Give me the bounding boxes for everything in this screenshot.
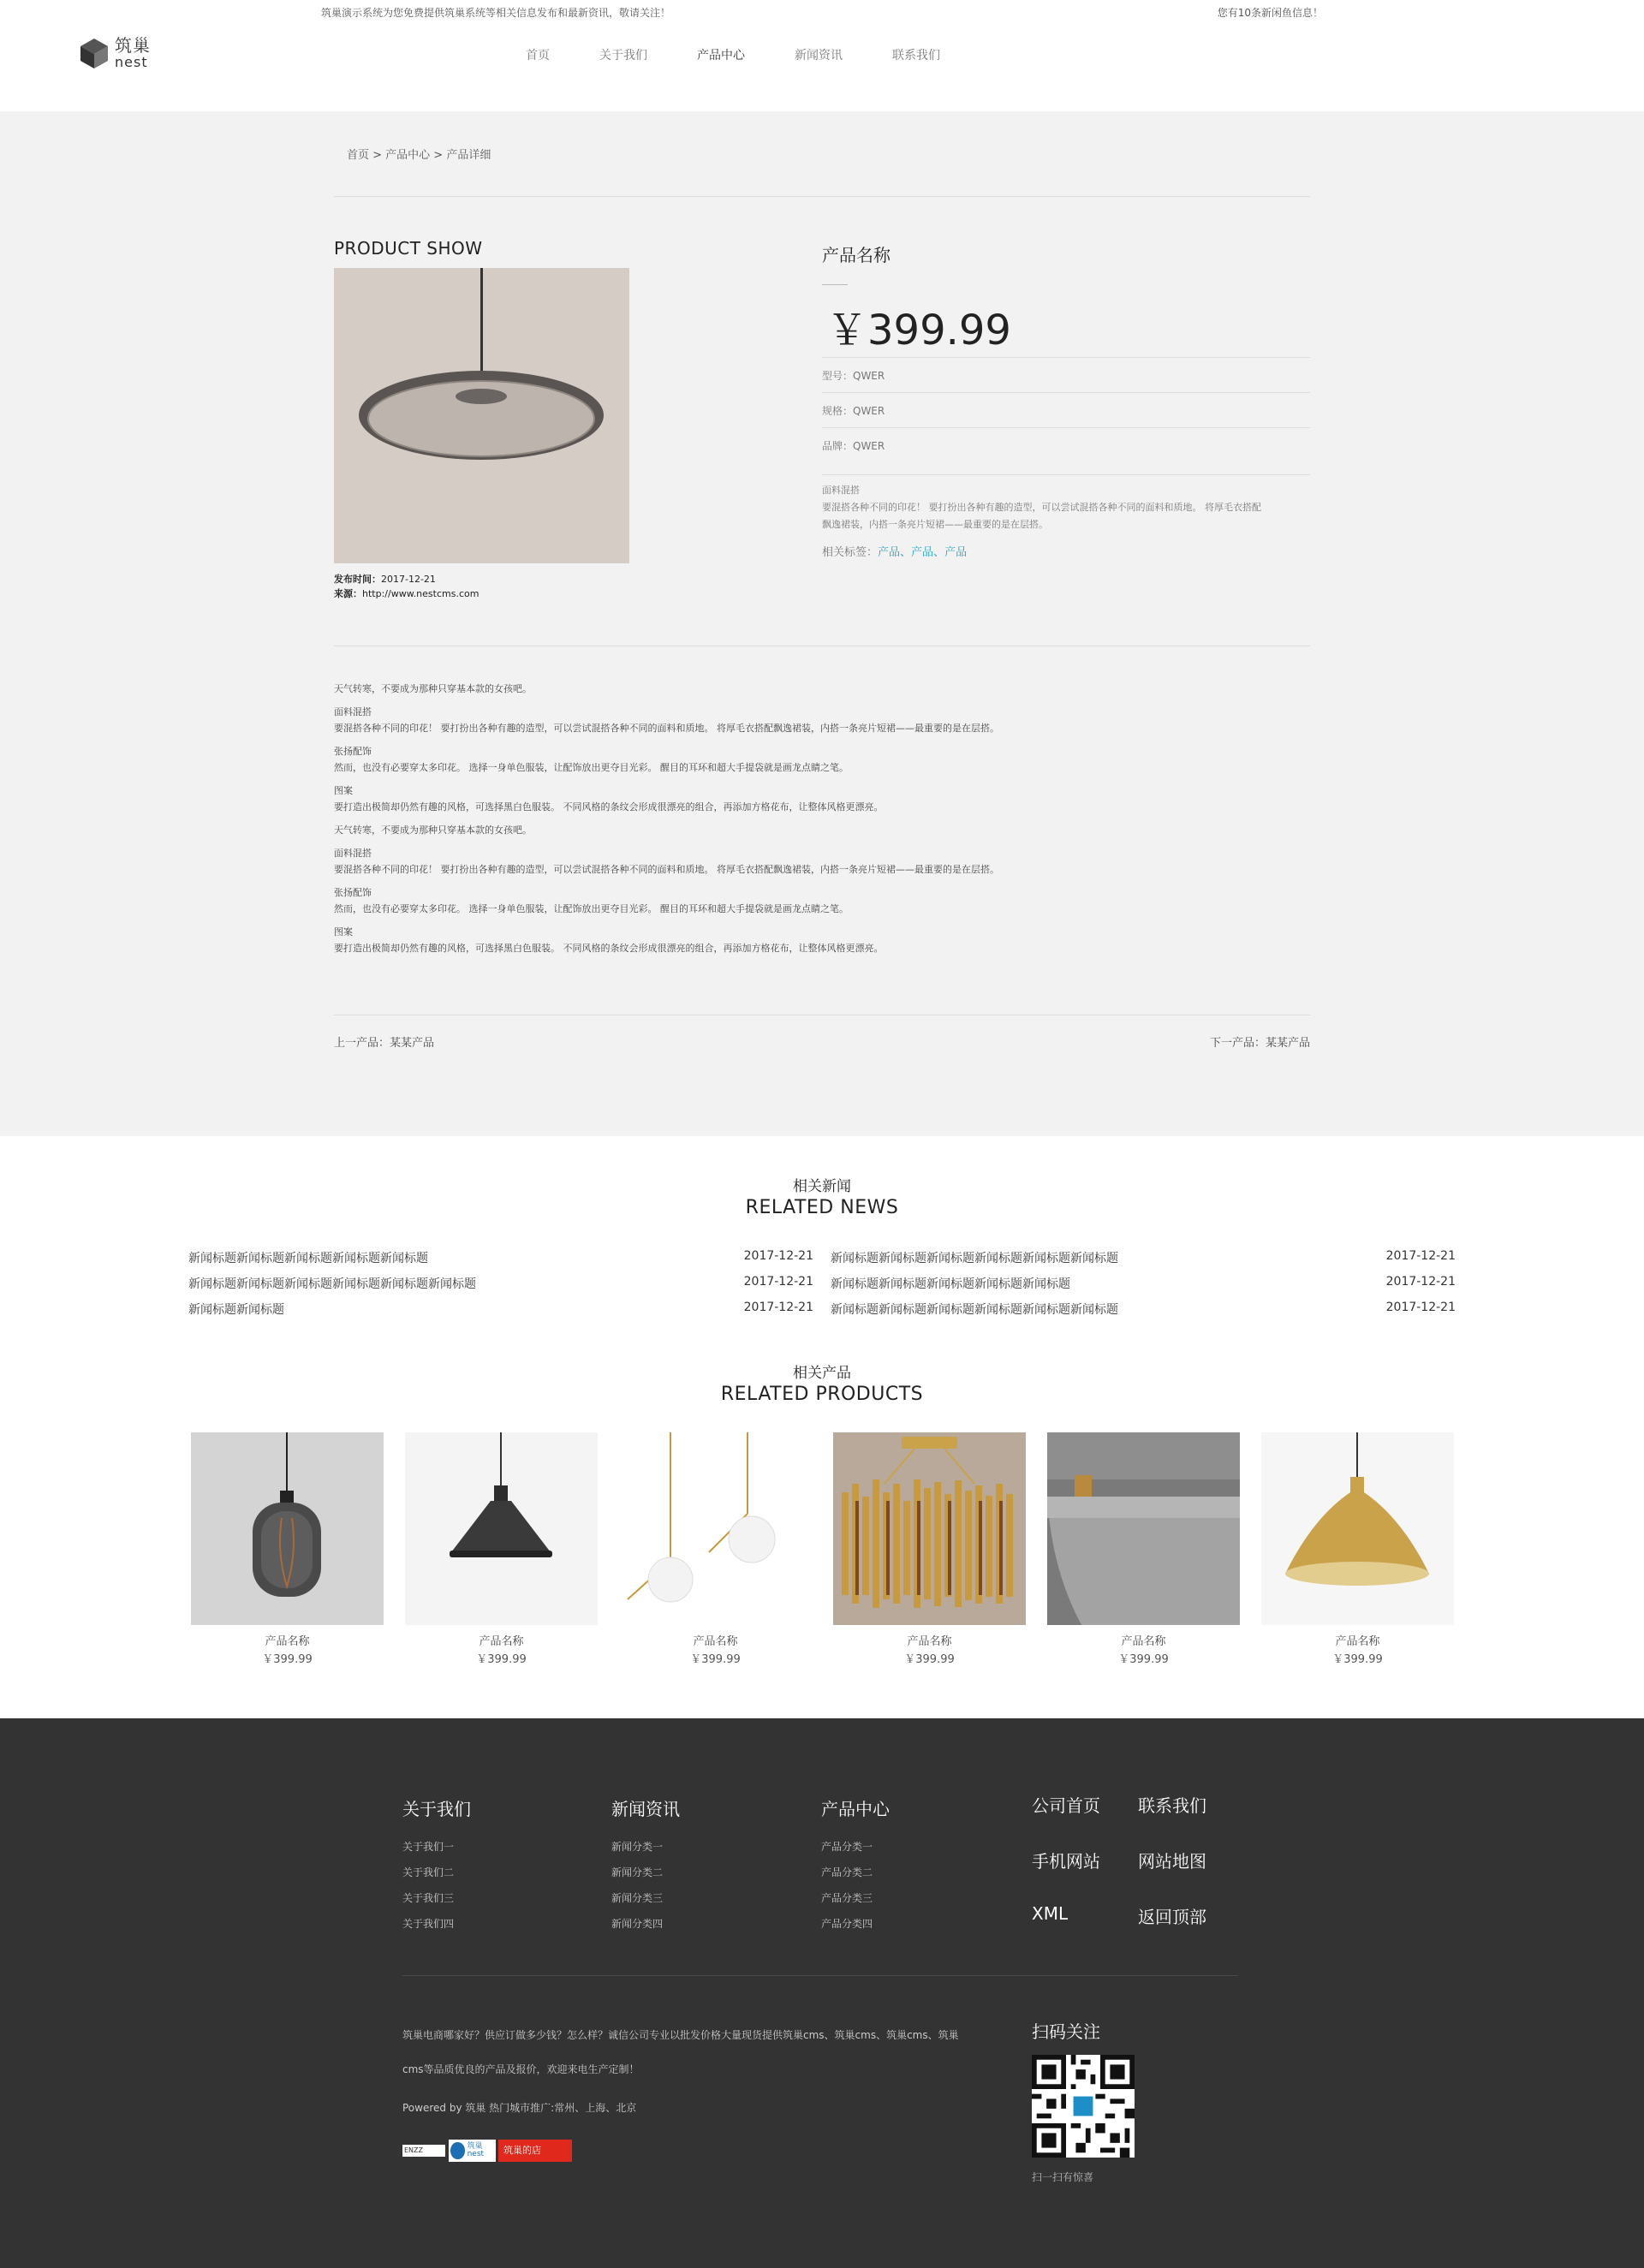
related-section (0, 1136, 1644, 1718)
footer-column-news (611, 1795, 680, 1942)
nav-home[interactable]: 首页 (526, 49, 550, 63)
cube-logo-icon (77, 36, 111, 70)
quick-link-sitemap[interactable]: 网站地图 (1138, 1851, 1206, 1872)
related-products-title-cn: 相关产品 (793, 1365, 851, 1382)
title-underline (822, 284, 848, 285)
news-item[interactable]: 新闻标题新闻标题新闻标题新闻标题新闻标题新闻标题 2017-12-21 (831, 1249, 1456, 1265)
powered-by: Powered by 筑巢 热门城市推广:常州、上海、北京 (402, 2102, 637, 2114)
product-model: 型号：QWER (822, 357, 1310, 392)
product-card[interactable] (619, 1432, 812, 1666)
article-paragraph: 图案 要打造出极简却仍然有趣的风格，可选择黑白色服装。 不同风格的条纹会形成很漂亮的组合，再添加方格花布，让整体风格更漂亮。 (334, 785, 884, 813)
nest-badge[interactable] (449, 2140, 496, 2162)
breadcrumb[interactable]: 首页 > 产品中心 > 产品详细 (347, 149, 491, 162)
footer-badges (402, 2140, 572, 2162)
nav-news[interactable]: 新闻资讯 (795, 49, 843, 63)
shop-badge[interactable]: 筑巢的店 (498, 2140, 572, 2162)
related-news-heading (0, 1174, 1644, 1218)
product-card-name: 产品名称 (1121, 1635, 1166, 1648)
desc-line-2: 飘逸裙装，内搭一条亮片短裙——最重要的是在层搭。 (822, 519, 1048, 530)
footer-link[interactable]: 关于我们四 (402, 1918, 455, 1930)
nest-badge-icon (450, 2142, 465, 2159)
main-nav (526, 46, 990, 63)
product-card[interactable] (191, 1432, 384, 1666)
product-price: ￥399.99 (826, 307, 1011, 354)
product-image[interactable] (1047, 1432, 1240, 1625)
related-news-title-cn: 相关新闻 (793, 1178, 851, 1195)
footer-link[interactable]: 新闻分类二 (611, 1866, 664, 1878)
news-column-right (831, 1249, 1456, 1326)
related-products-heading (0, 1360, 1644, 1405)
product-image[interactable] (619, 1432, 812, 1625)
product-card-price: ￥399.99 (476, 1653, 527, 1666)
logo-text-en: nest (115, 54, 148, 70)
nav-products[interactable]: 产品中心 (697, 49, 745, 63)
product-main-image[interactable] (334, 268, 629, 563)
news-item[interactable]: 新闻标题新闻标题新闻标题新闻标题新闻标题新闻标题 2017-12-21 (188, 1275, 813, 1291)
nav-contact[interactable]: 联系我们 (892, 49, 940, 63)
logo-text-cn: 筑巢 (115, 35, 151, 56)
product-card[interactable] (1261, 1432, 1454, 1666)
footer-column-title[interactable]: 关于我们 (402, 1799, 471, 1819)
next-product-link[interactable]: 下一产品：某某产品 (1209, 1037, 1310, 1050)
footer-link[interactable]: 产品分类四 (821, 1918, 873, 1930)
footer-link[interactable]: 产品分类一 (821, 1841, 873, 1853)
quick-link-contact[interactable]: 联系我们 (1138, 1795, 1206, 1816)
related-news-title-en: RELATED NEWS (745, 1197, 899, 1218)
publish-info (334, 572, 479, 601)
product-card-price: ￥399.99 (1332, 1653, 1383, 1666)
qr-caption: 扫一扫有惊喜 (1032, 2171, 1094, 2183)
product-detail-section (0, 111, 1644, 1136)
source-label: 来源： (334, 588, 362, 599)
site-header (0, 0, 1644, 111)
nav-about[interactable]: 关于我们 (599, 49, 647, 63)
site-footer (0, 1718, 1644, 2268)
product-spec: 规格：QWER (822, 392, 1310, 427)
product-show-title: PRODUCT SHOW (334, 238, 483, 259)
product-brand: 品牌：QWER (822, 427, 1310, 462)
footer-column-title[interactable]: 新闻资讯 (611, 1799, 680, 1819)
top-bar (321, 5, 1323, 21)
footer-description: 筑巢电商哪家好？供应订做多少钱？怎么样？诚信公司专业以批发价格大量现货提供筑巢cms、筑巢cms、筑巢cms、筑巢cms等品质优良的产品及报价，欢迎来电生产定制！ (402, 2029, 959, 2075)
footer-link[interactable]: 新闻分类四 (611, 1918, 664, 1930)
article-paragraph: 天气转寒，不要成为那种只穿基本款的女孩吧。 (334, 824, 532, 836)
footer-link[interactable]: 关于我们一 (402, 1841, 455, 1853)
news-item[interactable]: 新闻标题新闻标题新闻标题新闻标题新闻标题 2017-12-21 (188, 1249, 813, 1265)
footer-link[interactable]: 关于我们三 (402, 1892, 455, 1904)
news-item[interactable]: 新闻标题新闻标题新闻标题新闻标题新闻标题新闻标题 2017-12-21 (831, 1301, 1456, 1317)
product-image[interactable] (191, 1432, 384, 1625)
article-paragraph: 图案 要打造出极简却仍然有趣的风格，可选择黑白色服装。 不同风格的条纹会形成很漂亮的组合，再添加方格花布，让整体风格更漂亮。 (334, 926, 884, 954)
tags-label: 相关标签： (822, 546, 879, 559)
footer-column-about (402, 1795, 471, 1942)
product-card[interactable] (1047, 1432, 1240, 1666)
product-pager (334, 1033, 1310, 1050)
article-paragraph: 天气转寒，不要成为那种只穿基本款的女孩吧。 (334, 683, 532, 694)
divider (334, 196, 1310, 197)
product-image[interactable] (833, 1432, 1026, 1625)
product-article (334, 681, 1310, 963)
qr-code-icon (1032, 2055, 1135, 2158)
product-card-price: ￥399.99 (690, 1653, 741, 1666)
publish-time: 2017-12-21 (381, 574, 436, 585)
quick-link-mobile[interactable]: 手机网站 (1032, 1851, 1100, 1872)
stats-badge[interactable]: ENZZ (402, 2145, 445, 2157)
tag-link[interactable]: 产品 (944, 546, 968, 559)
source-url[interactable]: http://www.nestcms.com (362, 588, 480, 599)
related-news-list (188, 1249, 1456, 1326)
product-card-name: 产品名称 (907, 1635, 952, 1648)
footer-link[interactable]: 新闻分类三 (611, 1892, 664, 1904)
footer-link[interactable]: 产品分类三 (821, 1892, 873, 1904)
news-item[interactable]: 新闻标题新闻标题 2017-12-21 (188, 1301, 813, 1317)
news-item[interactable]: 新闻标题新闻标题新闻标题新闻标题新闻标题 2017-12-21 (831, 1275, 1456, 1291)
footer-column-products (821, 1795, 890, 1942)
publish-label: 发布时间： (334, 574, 381, 585)
desc-title: 面料混搭 (822, 485, 860, 496)
top-notice: 筑巢演示系统为您免费提供筑巢系统等相关信息发布和最新资讯，敬请关注！ (321, 7, 671, 19)
nest-badge-text: 筑巢 nest (467, 2142, 485, 2158)
footer-divider (402, 1975, 1238, 1976)
footer-column-title[interactable]: 产品中心 (821, 1799, 890, 1819)
prev-product-link[interactable]: 上一产品：某某产品 (334, 1037, 435, 1050)
product-image[interactable] (405, 1432, 598, 1625)
product-card-name: 产品名称 (1335, 1635, 1380, 1648)
quick-link-top[interactable]: 返回顶部 (1138, 1907, 1206, 1927)
article-paragraph: 张扬配饰 然而，也没有必要穿太多印花。 选择一身单色服装，让配饰放出更夺目光彩。 醒目的耳环和超大手提袋就是画龙点睛之笔。 (334, 887, 849, 914)
product-card[interactable] (405, 1432, 598, 1666)
product-card[interactable] (833, 1432, 1026, 1666)
product-image[interactable] (1261, 1432, 1454, 1625)
tag-link[interactable]: 产品 (911, 546, 934, 559)
quick-link-xml[interactable]: XML (1032, 1903, 1069, 1924)
footer-quick-links (1032, 1792, 1229, 1928)
footer-link[interactable]: 新闻分类一 (611, 1841, 664, 1853)
footer-link[interactable]: 产品分类二 (821, 1866, 873, 1878)
article-paragraph: 面料混搭 要混搭各种不同的印花！ 要打扮出各种有趣的造型，可以尝试混搭各种不同的面料和质地。 将厚毛衣搭配飘逸裙装，内搭一条亮片短裙——最重要的是在层搭。 (334, 848, 999, 875)
quick-link-home[interactable]: 公司首页 (1032, 1795, 1100, 1816)
article-paragraph: 张扬配饰 然而，也没有必要穿太多印花。 选择一身单色服装，让配饰放出更夺目光彩。 醒目的耳环和超大手提袋就是画龙点睛之笔。 (334, 746, 849, 773)
product-short-desc (822, 474, 1310, 533)
product-card-price: ￥399.99 (904, 1653, 955, 1666)
product-card-price: ￥399.99 (262, 1653, 313, 1666)
related-tags: 相关标签：产品、产品、产品 (822, 546, 968, 559)
product-card-name: 产品名称 (265, 1635, 310, 1648)
article-paragraph: 面料混搭 要混搭各种不同的印花！ 要打扮出各种有趣的造型，可以尝试混搭各种不同的面料和质地。 将厚毛衣搭配飘逸裙装，内搭一条亮片短裙——最重要的是在层搭。 (334, 706, 999, 734)
qr-title: 扫码关注 (1032, 2021, 1100, 2042)
tag-link[interactable]: 产品 (878, 546, 901, 559)
footer-link[interactable]: 关于我们二 (402, 1866, 455, 1878)
site-logo[interactable] (77, 36, 151, 70)
product-card-name: 产品名称 (479, 1635, 524, 1648)
message-notice[interactable]: 您有10条新闲鱼信息！ (1217, 7, 1323, 19)
product-card-name: 产品名称 (693, 1635, 738, 1648)
related-products-grid (191, 1432, 1475, 1666)
product-card-price: ￥399.99 (1118, 1653, 1169, 1666)
news-column-left (188, 1249, 813, 1326)
related-products-title-en: RELATED PRODUCTS (720, 1384, 924, 1405)
desc-line-1: 要混搭各种不同的印花！ 要打扮出各种有趣的造型，可以尝试混搭各种不同的面料和质地。 将厚毛衣搭配 (822, 502, 1261, 513)
product-name: 产品名称 (822, 245, 890, 265)
